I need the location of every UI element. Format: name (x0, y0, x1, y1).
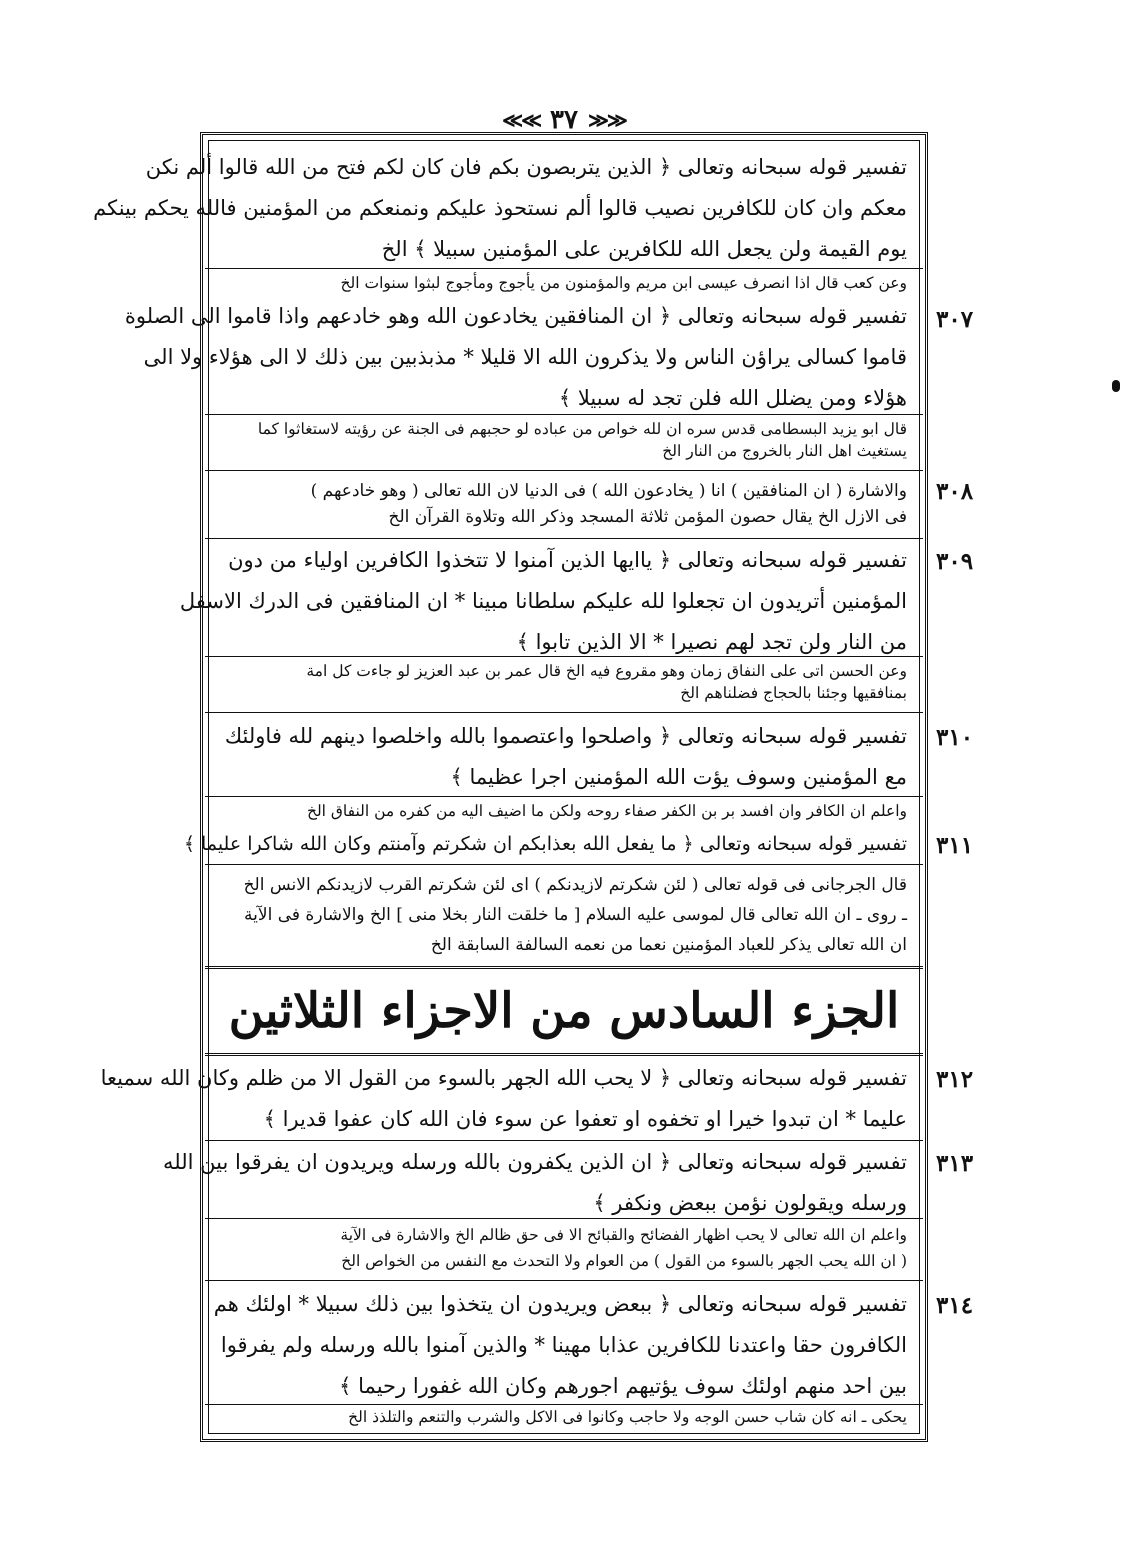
note-line: بمنافقيها وجئنا بالحجاج فضلناهم الخ (680, 684, 907, 702)
section-311-notes (205, 870, 923, 960)
part-title-banner (205, 966, 923, 1056)
main-line: مع المؤمنين وسوف يؤت الله المؤمنين اجرا عظيما ﴾ (450, 765, 907, 789)
note-line: ـ روى ـ ان الله تعالى قال لموسى عليه السلام [ ما خلقت النار بخلا منى ] الخ والاشارة فى الآية (244, 905, 907, 925)
divider (205, 1404, 923, 1405)
note-line: يحكى ـ انه كان شاب حسن الوجه ولا حاجب وكانوا فى الاكل والشرب والتنعم والتلذذ الخ (348, 1408, 907, 1426)
section-310-notes (205, 800, 923, 822)
main-line: تفسير قوله سبحانه وتعالى ﴿ لا يحب الله الجهر بالسوء من القول الا من ظلم وكان الله سميعا (100, 1066, 907, 1090)
main-line: تفسير قوله سبحانه وتعالى ﴿ ما يفعل الله بعذابكم ان شكرتم وآمنتم وكان الله شاكرا عليما ﴾ (183, 833, 907, 855)
section-309-notes (205, 660, 923, 704)
note-line: واعلم ان الله تعالى لا يحب اظهار الفضائح والقبائح الا فى حق ظالم الخ والاشارة فى الآية (340, 1226, 907, 1244)
main-line: تفسير قوله سبحانه وتعالى ﴿ ببعض ويريدون ان يتخذوا بين ذلك سبيلا * اولئك هم (213, 1292, 907, 1316)
main-line: عليما * ان تبدوا خيرا او تخفوه او تعفوا عن سوء فان الله كان عفوا قديرا ﴾ (263, 1107, 907, 1131)
note-line: واعلم ان الكافر وان افسد بر بن الكفر صفاء روحه ولكن ما اضيف اليه من كفره من النفاق الخ (306, 802, 907, 820)
section-307-notes (205, 418, 923, 462)
divider (205, 538, 923, 539)
section-number: ٣٠٨ (936, 478, 974, 505)
section-313 (163, 1142, 923, 1224)
section-312 (100, 1058, 923, 1140)
main-line: تفسير قوله سبحانه وتعالى ﴿ ان المنافقين يخادعون الله وهو خادعهم واذا قاموا الى الصلوة (124, 304, 907, 328)
section-number: ٣١٠ (936, 724, 974, 751)
section-number: ٣١٢ (936, 1066, 974, 1093)
note-line: قال الجرجانى فى قوله تعالى ( لئن شكرتم لازيدنكم ) اى لئن شكرتم القرب لازيدنكم الانس الخ (243, 875, 907, 895)
main-line: ورسله ويقولون نؤمن ببعض ونكفر ﴾ (593, 1191, 907, 1215)
section-number: ٣١١ (936, 832, 974, 859)
main-line: تفسير قوله سبحانه وتعالى ﴿ الذين يتربصون بكم فان كان لكم فتح من الله قالوا ألم نكن (145, 155, 907, 179)
section-0-notes (205, 272, 923, 294)
section-314 (205, 1284, 923, 1407)
note-line: فى الازل الخ يقال حصون المؤمن ثلاثة المسجد وذكر الله وتلاوة القرآن الخ (388, 507, 907, 527)
divider (205, 864, 923, 865)
main-line: قاموا كسالى يراؤن الناس ولا يذكرون الله الا قليلا * مذبذبين بين ذلك لا الى هؤلاء ولا الى (143, 345, 907, 369)
main-line: معكم وان كان للكافرين نصيب قالوا ألم نستحوذ عليكم ونمنعكم من المؤمنين فالله يحكم بينكم (93, 196, 907, 220)
divider (205, 712, 923, 713)
edge-mark (1112, 380, 1120, 392)
section-311 (183, 824, 923, 865)
section-number: ٣٠٧ (936, 306, 974, 333)
main-line: بين احد منهم اولئك سوف يؤتيهم اجورهم وكان الله غفورا رحيما ﴾ (339, 1374, 907, 1398)
main-line: الكافرون حقا واعتدنا للكافرين عذابا مهينا * والذين آمنوا بالله ورسله ولم يفرقوا (220, 1333, 907, 1357)
section-number: ٣١٤ (936, 1292, 974, 1319)
main-line: يوم القيمة ولن يجعل الله للكافرين على المؤمنين سبيلا ﴾ الخ (381, 237, 907, 261)
main-line: تفسير قوله سبحانه وتعالى ﴿ ياايها الذين آمنوا لا تتخذوا الكافرين اولياء من دون (228, 548, 907, 572)
section-314-notes (205, 1406, 923, 1428)
note-line: يستغيث اهل النار بالخروج من النار الخ (662, 442, 907, 460)
main-line: تفسير قوله سبحانه وتعالى ﴿ ان الذين يكفرون بالله ورسله ويريدون ان يفرقوا بين الله (163, 1150, 907, 1174)
divider (205, 414, 923, 415)
section-308-notes (205, 478, 923, 530)
note-line: والاشارة ( ان المنافقين ) انا ( يخادعون الله ) فى الدنيا لان الله تعالى ( وهو خادعهم ) (310, 481, 907, 501)
section-307 (124, 296, 923, 419)
note-line: وعن الحسن اتى على النفاق زمان وهو مقروع فيه الخ قال عمر بن عبد العزيز لو جاءت كل امة (306, 662, 907, 680)
note-line: قال ابو يزيد البسطامى قدس سره ان لله خواص من عباده لو حجبهم فى الجنة عن رؤيته لاستغاثوا كما (257, 420, 907, 438)
divider (205, 796, 923, 797)
divider (205, 1218, 923, 1219)
note-line: ( ان الله يحب الجهر بالسوء من القول ) من العوام ولا التحدث مع النفس من الخواص الخ (341, 1252, 907, 1270)
header-ornament-left: ≪≪ (502, 108, 541, 132)
section-0 (93, 147, 923, 270)
main-line: المؤمنين أتريدون ان تجعلوا لله عليكم سلطانا مبينا * ان المنافقين فى الدرك الاسفل (179, 589, 907, 613)
divider (205, 1280, 923, 1281)
divider (205, 268, 923, 269)
divider (205, 1140, 923, 1141)
divider (205, 470, 923, 471)
main-line: هؤلاء ومن يضلل الله فلن تجد له سبيلا ﴾ (558, 386, 907, 410)
header-ornament-right: ≫≫ (587, 108, 626, 132)
part-title: الجزء السادس من الاجزاء الثلاثين (228, 983, 900, 1039)
divider (205, 656, 923, 657)
page-number: ٣٧ (550, 105, 578, 135)
section-313-notes (205, 1222, 923, 1274)
note-line: ان الله تعالى يذكر للعباد المؤمنين نعما من نعمه السالفة السابقة الخ (430, 935, 907, 955)
note-line: وعن كعب قال اذا انصرف عيسى ابن مريم والمؤمنون من يأجوج ومأجوج لبثوا سنوات الخ (340, 274, 907, 292)
main-line: تفسير قوله سبحانه وتعالى ﴿ واصلحوا واعتصموا بالله واخلصوا دينهم لله فاولئك (224, 724, 907, 748)
main-line: من النار ولن تجد لهم نصيرا * الا الذين تابوا ﴾ (516, 630, 907, 654)
section-number: ٣٠٩ (936, 548, 974, 575)
section-310 (205, 716, 923, 798)
section-number: ٣١٣ (936, 1150, 974, 1177)
section-309 (179, 540, 923, 663)
